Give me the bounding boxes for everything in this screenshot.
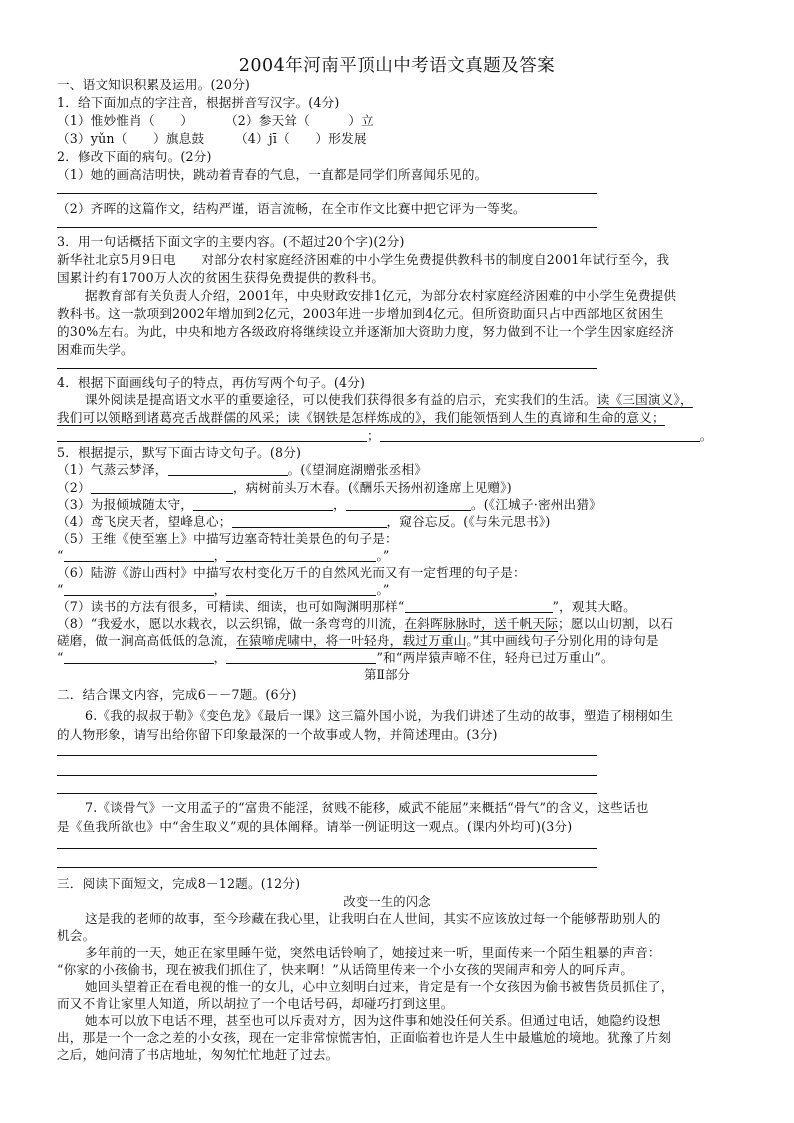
story-title: 改变一生的闪念 (343, 894, 431, 909)
answer-line[interactable] (57, 775, 597, 776)
q5-text: ”和“两岸猿声啼不住，轻舟已过万重山”。 (376, 650, 614, 665)
q3-passage-line: 的30%左右。为此，中央和地方各级政府将继续设立并逐渐加大资助力度，努力做到不让一个学生因家庭经济 (57, 324, 675, 339)
answer-line[interactable] (57, 848, 597, 849)
question-7-line-2: 是《鱼我所欲也》中“舍生取义”观的具体阐释。请举一例证明这一观点。(课内外均可)(3分) (57, 819, 573, 834)
answer-blank[interactable] (64, 549, 214, 562)
section-2-heading: 二．结合课文内容，完成6－－7题。(6分) (57, 687, 297, 702)
q4-example-line-2: 我们可以领略到诸葛亮舌战群儒的风采；读《钢铁是怎样炼成的》，我们能领悟到人生的真谛和生命的意义； (57, 410, 665, 425)
story-paragraph-line: 机会。 (57, 928, 96, 943)
q4-semicolon: ； (367, 428, 380, 443)
q5-item-3 (57, 497, 602, 513)
q3-passage-line: 国累计约有1700万人次的贫困生获得免费提供的教科书。 (57, 270, 385, 285)
q4-period: 。 (699, 428, 713, 443)
q5-text: ”，观其大略。 (552, 599, 636, 614)
q5-text: ；愿以山切割，以石 (558, 616, 674, 631)
q5-item-5: （5）王维《使至塞上》中描写边塞奇特壮美景色的句子是： (57, 531, 398, 546)
q5-text: 磋磨，做一涧高高低低的急流， (57, 633, 237, 648)
question-2-sentence-1: （1）她的画高洁明快，跳动着青春的气息，一直都是同学们所喜闻乐见的。 (57, 167, 488, 182)
q5-text: （4）鸢飞戾天者，望峰息心； (57, 514, 232, 529)
q5-underlined-text: 在猿啼虎啸中，将一叶轻舟，载过万重山 (236, 633, 467, 648)
q4-example-text: 课外阅读是提高语文水平的重要途径，可以使我们获得很多有益的启示，充实我们的生活。 (85, 392, 597, 407)
answer-blank[interactable] (232, 515, 387, 528)
q5-text: ， (213, 548, 227, 563)
answer-blank[interactable] (168, 463, 288, 476)
story-paragraph-line: 这是我的老师的故事，至今珍藏在我心里，让我明白在人世间，其实不应该放过每一个能够帮助别人的 (85, 911, 661, 926)
q5-text: （8）“我爱水，愿以水栽衣，以云织锦，做一条弯弯的川流， (57, 616, 405, 631)
page-title: 2004年河南平顶山中考语文真题及答案 (238, 56, 556, 76)
story-paragraph-line: 出，那是一个一念之差的小女孩，现在一定非常惊慌害怕，正面临着也许是人生中最尴尬的境地。犹豫了片刻 (57, 1030, 672, 1045)
question-5: 5．根据提示，默写下面古诗文句子。(8分) (57, 445, 302, 460)
question-6-line-2: 的人物形象，请写出给你留下印象最深的一个故事或人物，并简述理由。(3分) (57, 727, 498, 742)
question-2-sentence-2: （2）齐晖的这篇作文，结构严谨，语言流畅，在全市作文比赛中把它评为一等奖。 (57, 201, 526, 216)
q5-item-6: （6）陆游《游山西村》中描写农村变化万千的自然风光而又有一定哲理的句子是： (57, 565, 526, 580)
answer-blank[interactable] (57, 429, 367, 442)
q5-text: （7）读书的方法有很多，可精读、细读，也可如陶渊明那样“ (57, 599, 405, 614)
answer-blank[interactable] (64, 583, 214, 596)
answer-blank[interactable] (346, 498, 471, 511)
answer-blank[interactable] (405, 600, 553, 613)
q5-text: “ (57, 650, 64, 665)
story-paragraph-line: 多年前的一天，她正在家里睡午觉，突然电话铃响了，她接过来一听，里面传来一个陌生粗暴的声音： (85, 945, 661, 960)
story-paragraph-line: “你家的小孩偷书，现在被我们抓住了，快来啊！”从话筒里传来一个小女孩的哭闹声和旁人的呵斥声。 (57, 962, 634, 977)
q5-text: 。”其中画线句子分别化用的诗句是 (466, 633, 659, 648)
question-7-line-1: 7.《谈骨气》一文用孟子的“富贵不能淫，贫贱不能移，威武不能屈”来概括“骨气”的含义，这些话也 (85, 800, 649, 815)
q5-item-5-answer (57, 548, 390, 564)
q5-text: （1）气蒸云梦泽， (57, 462, 168, 477)
q3-passage-line: 困难而失学。 (57, 342, 134, 357)
q3-passage-line: 教科书。这一款项到2002年增加到2亿元，2003年进一步增加到4亿元。但所资助面只占中西部地区贫困生 (57, 306, 664, 321)
answer-line[interactable] (57, 755, 597, 756)
q4-underlined-text: 读《三国演义》， (596, 392, 693, 407)
question-1-item-2: （2）参天耸（ ）立 (225, 113, 374, 128)
q5-text: ， (333, 497, 346, 512)
answer-line[interactable] (57, 793, 597, 794)
story-paragraph-line: 她回头望着正在看电视的惟一的女儿，心中立刻明白过来，肯定是有一个女孩因为偷书被售货员抓住了， (85, 979, 674, 994)
q5-text: ， (213, 650, 227, 665)
question-2: 2．修改下面的病句。(2分) (57, 149, 212, 164)
section-3-heading: 三．阅读下面短文，完成8－12题。(12分) (57, 876, 301, 891)
question-4: 4．根据下面画线句子的特点，再仿写两个句子。(4分) (57, 375, 366, 390)
answer-line[interactable] (57, 867, 597, 868)
question-1-item-4: （4）jī（ ）形发展 (235, 131, 367, 146)
q5-item-6-answer (57, 582, 390, 598)
question-6-line-1: 6.《我的叔叔于勒》《变色龙》《最后一课》这三篇外国小说，为我们讲述了生动的故事，塑造了栩栩如生 (85, 708, 674, 723)
q5-item-4 (57, 514, 550, 530)
q5-text: ，病树前头万木春。(《酬乐天扬州初逢席上见赠》) (232, 480, 512, 495)
answer-line[interactable] (57, 368, 597, 369)
q3-passage-line: 据教育部有关负责人介绍，2001年，中央财政安排1亿元，为部分农村家庭经济困难的中小学生免费提供 (85, 288, 677, 303)
q5-underlined-text: 在斜晖脉脉时，送千帆天际 (404, 616, 559, 631)
q5-item-8-line-2 (57, 633, 659, 649)
q5-item-7 (57, 599, 636, 615)
part-2-label: 第Ⅱ部分 (364, 667, 411, 682)
q5-item-8-line-3 (57, 650, 614, 666)
answer-blank[interactable] (91, 481, 233, 494)
question-1-item-1: （1）惟妙惟肖（ ） (57, 113, 194, 128)
answer-blank[interactable] (226, 583, 376, 596)
story-paragraph-line: 而又不肯让家里人知道，所以胡拉了一个电话号码，却碰巧打到这里。 (57, 996, 454, 1011)
q5-text: （2） (57, 480, 91, 495)
q5-item-8-line-1 (57, 616, 673, 632)
answer-blank[interactable] (226, 651, 376, 664)
q5-text: “ (57, 582, 64, 597)
question-1: 1．给下面加点的字注音，根据拼音写汉字。(4分) (57, 95, 340, 110)
q5-text: “ (57, 548, 64, 563)
answer-blank[interactable] (64, 651, 214, 664)
q5-text: 。” (376, 548, 390, 563)
answer-line[interactable] (57, 193, 597, 194)
q4-example-line-1 (85, 392, 693, 408)
question-1-item-3: （3）yǔn（ ）旗息鼓 (57, 131, 205, 146)
q5-text: 。(《江城子·密州出猎》 (470, 497, 602, 512)
q5-text: ，窥谷忘反。(《与朱元思书》) (386, 514, 551, 529)
q5-text: 。(《望洞庭湖赠张丞相》 (287, 462, 428, 477)
answer-blank[interactable] (226, 549, 376, 562)
answer-line[interactable] (57, 227, 597, 228)
story-paragraph-line: 之后，她问清了书店地址，匆匆忙忙地赶了过去。 (57, 1047, 339, 1062)
q3-passage-line: 新华社北京5月9日电 对部分农村家庭经济困难的中小学生免费提供教科书的制度自2001年试行至今，我 (57, 252, 670, 267)
answer-blank[interactable] (193, 498, 333, 511)
section-1-heading: 一、语文知识积累及运用。(20分) (57, 77, 250, 92)
q5-item-2 (57, 480, 512, 496)
q5-text: ， (213, 582, 227, 597)
q5-text: （3）为报倾城随太守， (57, 497, 194, 512)
q5-item-1 (57, 462, 427, 478)
question-3: 3．用一句话概括下面文字的主要内容。(不超过20个字)(2分) (57, 234, 405, 249)
answer-blank[interactable] (380, 429, 700, 442)
q4-answer-blanks (57, 428, 713, 444)
story-paragraph-line: 她本可以放下电话不理，甚至也可以斥责对方，因为这件事和她没任何关系。但通过电话，她隐约设想 (85, 1013, 661, 1028)
q5-text: 。” (376, 582, 390, 597)
